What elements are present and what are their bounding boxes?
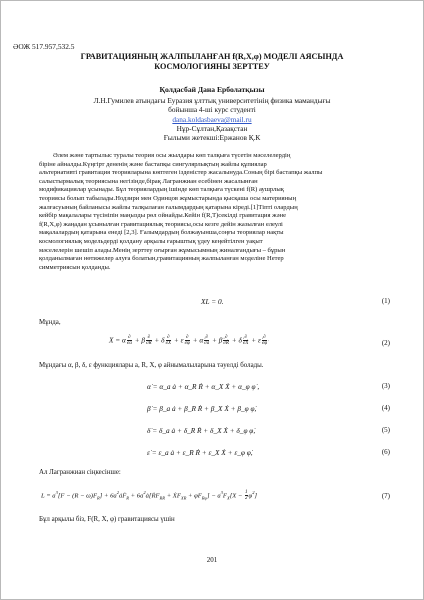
affiliation-line-1: Л.Н.Гумилев атындағы Еуразия ұлттық университетінің физика мамандығы — [93, 96, 331, 105]
equation-7: $L = a^3[F - (R - \omega)F_R]$ + $6a^2ȧḞ_R$ + $6a^2ȧ[ṘF_{RR}$ + ẊF$_{XR}$ + $\varphi̇F_{R\varphi}] - a^3F_X[X$ − $\frac{1}{2}$ φ̇$^2$] — [41, 490, 258, 502]
udc-code: ӘОЖ 517.957,532.5 — [13, 42, 75, 51]
equation-number-2: (2) — [381, 339, 390, 347]
intro-line: теориясы болып табылады.Нодзири мен Одинцов жұмыстарында қысқаша осы материяның — [39, 194, 297, 202]
supervisor: Ғылыми жетекші:Ержанов Қ.К — [163, 133, 261, 142]
paper-title-line-2: КОСМОЛОГИЯНЫ ЗЕРТТЕУ — [154, 62, 270, 71]
equation-5: δ̇ = δ_a ȧ + δ_R Ṙ + δ_X Ẋ + δ_φ φ̇, — [147, 426, 256, 435]
lagrangian-label: Ал Лагранжиан сіңкесінше: — [39, 469, 121, 476]
email-link[interactable] — [1, 115, 423, 124]
equation-number-6: (6) — [381, 448, 390, 456]
equation-number-1: (1) — [381, 297, 390, 305]
equation-3: α̇ = α_a ȧ + α_R Ṙ + α_X Ẋ + α_φ φ̇ , — [147, 382, 260, 391]
intro-line: Әлем және тартылыс туралы теория осы жылдары көп талқыға түсетін мәселелердің — [53, 152, 291, 159]
author-name: Қолдасбай Дана Ерболатқызы — [159, 85, 265, 94]
paper-title-line-1: ГРАВИТАЦИЯНЫҢ ЖАЛПЫЛАНҒАН f(R,X,φ) МОДЕЛІ АЯСЫНДА — [80, 52, 344, 61]
equation-number-3: (3) — [381, 382, 390, 390]
intro-line: мәселелерін шешіп алады.Менің зерттеу оғырған жұмысымның жиналғандығы – бұрын — [39, 246, 286, 254]
equation-number-7: (7) — [381, 492, 390, 500]
equation-number-5: (5) — [381, 426, 390, 434]
equation-1: XL = 0. — [201, 297, 224, 306]
intro-line: f(R,X,φ) жаңадан ұсынылған гравитациялық теориясы,осы кезге дейін жазылған елеулі — [39, 220, 283, 228]
email-text[interactable]: dana.koldasbaeva@mail.ru — [172, 115, 252, 124]
page-number: 201 — [206, 556, 218, 564]
intro-line: модификациялар ұсынады. Бұл теориялардың ішінде көп талқыға түскені f(R) аушрлық — [39, 186, 284, 194]
equation-number-4: (4) — [381, 404, 390, 412]
functions-sentence: Мұндағы α, β, δ, ε функциялары a, R, X, φ айнымалыларына тәуелді болады. — [39, 362, 264, 369]
intro-line: космологиялық модельдерді қолдану арқылы ғарыштық үдеу кеңейтілген уақыт — [39, 237, 263, 245]
equation-2: X = α $\frac{\partial}{\partial a}$ + β $\frac{\partial}{\partial R}$ + δ $\frac{\partial}{\partial X}$ + ε $\frac{\partial}{\partial\varphi}$ + α̇ $\frac{\partial}{\partial ȧ}$ + β̇ $\frac{\partial}{\text{∂Ṙ}}$ + δ̇ $\frac{\partial}{\text{∂Ẋ}}$ + ε̇ $\frac{\partial}{\partial\varphi̇}$ — [109, 335, 268, 347]
intro-paragraph — [39, 152, 394, 272]
intro-line: біріне айналды.Күңгірт дененің және бастапқы сингулярлықтың жайлы құпиялар — [39, 160, 267, 168]
intro-line: қолданылмаған нөтижелер алуға болатын,гравитацияның жалпыланған моделіне Нетер — [39, 255, 284, 263]
equation-6: ε̇ = ε_a ȧ + ε_R Ṙ + ε_X Ẋ + ε_φ φ̇, — [147, 448, 253, 457]
intro-line: жалғасуының байланысы жайлы талқылаған ғалымдардың қатарына кіреді.[1]Тіпті олардың — [39, 203, 298, 211]
city: Нұр-Сұлтан,Қазақстан — [176, 124, 248, 133]
closing-sentence: Бұл арқылы біз, F(R, X, φ) гравитациясы үшін — [39, 516, 175, 523]
intro-line: симметриясын қолданды. — [39, 263, 111, 271]
equation-4: β̇ = β_a ȧ + β_R Ṙ + β_X Ẋ + β_φ φ̇, — [147, 404, 257, 413]
intro-line: альтернативті гравитация теорияларына көптеген ізденістер жасалынуда.Соның бірі бастапқы жалпы — [39, 169, 323, 177]
munda-label: Мұнда, — [39, 319, 61, 326]
intro-line: кейбір мақалалары түсініпін маңызды рөл ойнайды.Кейін f(R,T)секілді гравитация және — [39, 212, 287, 220]
intro-line: салыстырмалық теориясына негізінде,бірақ Лагранжиан есебінен жасалынған — [39, 177, 258, 185]
affiliation-line-2: бойынша 4-ші курс студенті — [168, 105, 256, 114]
intro-line: мақалалардың қатарына енеді [2,3]. Ғалымдардың болжауынша,соңғы теориялар нақты — [39, 229, 284, 237]
